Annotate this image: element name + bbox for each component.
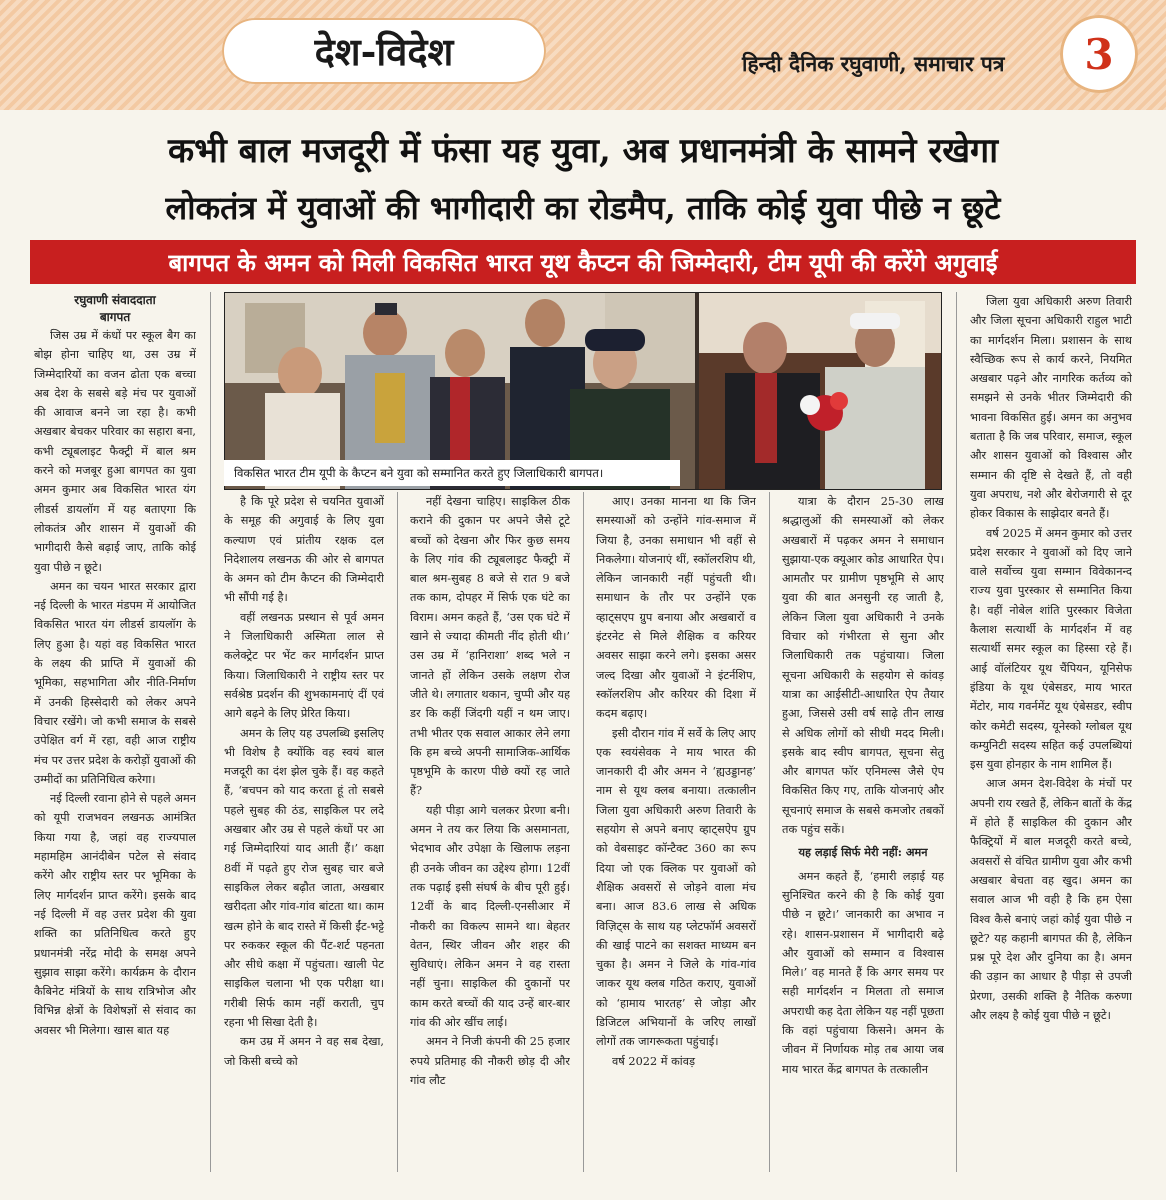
paragraph: अमन कहते हैं, ‘हमारी लड़ाई यह सुनिश्चित करने की है कि कोई युवा पीछे न छूटे।’ जानकारी का अभाव न रहे। शासन-प्रशासन में भागीदारी बढ़े और युवाओं को सम्मान व विश्वास मिले।’ वह मानते हैं कि अगर समय पर सही मार्गदर्शन न मिलता तो समाज अपराधी कह देता लेकिन यह नहीं पूछता कि वहां पहुंचाया किसने। अमन के जीवन में निर्णायक मोड़ तब आया जब माय भारत केंद्र बागपत के तत्कालीन <box>782 869 944 1076</box>
column-divider <box>210 292 211 1172</box>
column-3 <box>410 492 570 1172</box>
strap-headline: बागपत के अमन को मिली विकसित भारत यूथ कैप्टन की जिम्मेदारी, टीम यूपी की करेंगे अगुवाई <box>168 247 998 277</box>
paragraph: कम उम्र में अमन ने वह सब देखा, जो किसी बच्चे को <box>224 1035 384 1068</box>
column-divider <box>397 492 398 1172</box>
paragraph: वर्ष 2025 में अमन कुमार को उत्तर प्रदेश सरकार ने युवाओं को दिए जाने वाले सर्वोच्च युवा सम्मान विवेकानन्द राज्य युवा पुरस्कार से सम्मानित किया है। वहीं नोबेल शांति पुरस्कार विजेता कैलाश सत्यार्थी के मार्गदर्शन में वह सत्यार्थी समर स्कूल का हिस्सा रहे हैं। आई वॉलंटियर यूथ चैंपियन, यूनिसेफ इंडिया के यूथ एंबेसडर, माय भारत मेंटोर, माय गवर्नमेंट यूथ एंबेसडर, स्वीप कोर कमेटी सदस्य, यूनेस्को ग्लोबल यूथ कम्युनिटी सदस्य सहित कई उपलब्धियां इस युवा होनहार के नाम शामिल हैं। <box>970 526 1132 772</box>
column-5 <box>782 492 944 1172</box>
paragraph: नई दिल्ली रवाना होने से पहले अमन को यूपी राजभवन लखनऊ आमंत्रित किया गया है, जहां वह राज्यपाल महामहिम आनंदीबेन पटेल से संवाद करेंगे और राष्ट्रीय स्तर पर भूमिका के लिए मार्गदर्शन प्राप्त करेंगे। इसके बाद नई दिल्ली में वह उत्तर प्रदेश की युवा शक्ति का प्रतिनिधित्व करते हुए प्रधानमंत्री नरेंद्र मोदी के समक्ष अपने सुझाव साझा करेंगे। कार्यक्रम के दौरान कैबिनेट मंत्रियों के साथ रात्रिभोज और विभिन्न क्षेत्रों के विशेषज्ञों से संवाद का अवसर भी मिलेगा। खास बात यह <box>34 792 196 1037</box>
byline-reporter: रघुवाणी संवाददाता <box>74 293 156 307</box>
section-badge <box>222 18 546 84</box>
photo-caption: विकसित भारत टीम यूपी के कैप्टन बने युवा को सम्मानित करते हुए जिलाधिकारी बागपत। <box>224 460 680 486</box>
paper-name: हिन्दी दैनिक रघुवाणी, समाचार पत्र <box>742 51 1005 76</box>
paragraph: है कि पूरे प्रदेश से चयनित युवाओं के समूह की अगुवाई के लिए युवा कल्याण एवं प्रांतीय रक्षक दल निदेशालय लखनऊ की ओर से बागपत के अमन को टीम कैप्टन की जिम्मेदारी भी सौंपी गई है। <box>224 495 384 605</box>
paragraph: आज अमन देश-विदेश के मंचों पर अपनी राय रखते हैं, लेकिन बातों के केंद्र में होते हैं साइकिल की दुकान और फैक्ट्रियों में बाल मजदूरी करते बच्चे, अवसरों से वंचित ग्रामीण युवा और कभी अखबार बेचता वह खुद। अमन का सवाल आज भी वही है कि हम ऐसा विश्व कैसे बनाएं जहां कोई युवा पीछे न छूटे? यह कहानी बागपत की है, लेकिन प्रश्न पूरे देश और दुनिया का है। अमन की उड़ान का आधार है पीड़ा से उपजी प्रेरणा, उसकी शक्ति है नैतिक करुणा और लक्ष्य है कोई युवा पीछे न छूटे। <box>970 777 1132 1022</box>
paragraph: जिस उम्र में कंधों पर स्कूल बैग का बोझ होना चाहिए था, उस उम्र में जिम्मेदारियों का वजन ढोता एक बच्चा अब देश के सबसे बड़े मंच पर युवाओं की आवाज बनने जा रहा है। कभी अखबार बेचकर परिवार का सहारा बना, कभी ट्यूबलाइट फैक्ट्री में बाल श्रम करने को मजबूर हुआ बागपत का युवा अमन कुमार अब विकसित भारत यंग लीडर्स डायलॉग में यह बताएगा कि लोकतंत्र और शासन में युवाओं की भागीदारी कैसे बढ़ाई जाए, ताकि कोई युवा पीछे न छूटे। <box>34 329 196 574</box>
page-number-badge <box>1060 15 1138 93</box>
paragraph: आए। उनका मानना था कि जिन समस्याओं को उन्होंने गांव-समाज में जिया है, उनका समाधान भी वहीं से निकलेगा। योजनाएं थीं, स्कॉलरशिप थी, लेकिन जानकारी नहीं पहुंचती थी। समाधान के तौर पर उन्होंने एक व्हाट्सएप ग्रुप बनाया और अखबारों व इंटरनेट से मिले शैक्षिक व करियर अवसर साझा करने लगे। इसका असर जल्द दिखा और युवाओं ने इंटर्नशिप, स्कॉलरशिप और करियर की दिशा में कदम बढ़ाए। <box>596 495 756 721</box>
paragraph: वहीं लखनऊ प्रस्थान से पूर्व अमन ने जिलाधिकारी अस्मिता लाल से कलेक्ट्रेट पर भेंट कर मार्गदर्शन प्राप्त किया। जिलाधिकारी ने राष्ट्रीय स्तर पर सर्वश्रेष्ठ प्रदर्शन की शुभकामनाएं दीं एवं आगे बढ़ने के लिए प्रेरित किया। <box>224 610 384 721</box>
byline-place: बागपत <box>99 310 131 324</box>
masthead <box>0 0 1166 110</box>
paragraph: जिला युवा अधिकारी अरुण तिवारी और जिला सूचना अधिकारी राहुल भाटी का मार्गदर्शन मिला। प्रशासन के साथ स्वैच्छिक रूप से कार्य करने, नियमित अखबार पढ़ने और नागरिक कर्तव्य को समझने से उनके भीतर जिम्मेदारी की भावना विकसित हुई। अमन का अनुभव बताता है कि जब परिवार, समाज, स्कूल और शासन युवाओं को विश्वास और सम्मान की दृष्टि से देखते हैं, तो वही युवा अपराध, नशे और बेरोजगारी से दूर होकर विकास के साझेदार बनते हैं। <box>970 295 1132 521</box>
headline-line-2: लोकतंत्र में युवाओं की भागीदारी का रोडमैप, ताकि कोई युवा पीछे न छूटे <box>165 189 1001 227</box>
strap-headline-bar <box>30 240 1136 284</box>
paragraph: अमन ने निजी कंपनी की 25 हजार रुपये प्रतिमाह की नौकरी छोड़ दी और गांव लौट <box>410 1035 570 1087</box>
paragraph: यात्रा के दौरान 25-30 लाख श्रद्धालुओं की समस्याओं को लेकर अखबारों में पढ़कर अमन ने समाधान सुझाया-एक क्यूआर कोड आधारित ऐप। आमतौर पर ग्रामीण पृष्ठभूमि से आए युवा की बात अनसुनी रह जाती है, लेकिन जिला युवा अधिकारी ने उनके विचार को गंभीरता से सुना और जिलाधिकारी तक पहुंचाया। जिला सूचना अधिकारी के सहयोग से कांवड़ यात्रा का आईसीटी-आधारित ऐप तैयार हुआ, जिससे उसी वर्ष साढ़े तीन लाख से अधिक लोगों को सीधी मदद मिली। इसके बाद स्वीप बागपत, सूचना सेतु और बागपत फॉर एनिमल्स जैसे ऐप विकसित किए गए, ताकि योजनाएं और सूचनाएं समाज के सबसे कमजोर तबकों तक पहुंच सकें। <box>782 495 944 837</box>
paragraph: इसी दौरान गांव में सर्वे के लिए आए एक स्वयंसेवक ने माय भारत की जानकारी दी और अमन ने ‘ह्यउड्डानह’ नाम से यूथ क्लब बनाया। तत्कालीन जिला युवा अधिकारी अरुण तिवारी के सहयोग से अपने बनाए व्हाट्सऐप ग्रुप को वेबसाइट कॉन्टैक्ट 360 का रूप दिया जो एक क्लिक पर युवाओं को शैक्षिक अवसरों से जोड़ने वाला मंच बना। आज 83.6 लाख से अधिक विज़िट्स के साथ यह प्लेटफॉर्म अवसरों की खाई पाटने का सशक्त माध्यम बन चुका है। अमन ने जिले के गांव-गांव जाकर यूथ क्लब गठित कराए, युवाओं को ‘हामाय भारतह’ से जोड़ा और डिजिटल अभियानों के जरिए लाखों लोगों तक जागरूकता पहुंचाई। <box>596 726 756 1049</box>
column-2 <box>224 492 384 1172</box>
column-1 <box>34 292 196 1172</box>
page-number: 3 <box>1084 29 1114 79</box>
column-4 <box>596 492 756 1172</box>
section-title: देश-विदेश <box>314 29 454 74</box>
column-divider <box>769 492 770 1172</box>
column-6 <box>970 292 1132 1172</box>
paragraph: अमन के लिए यह उपलब्धि इसलिए भी विशेष है क्योंकि वह स्वयं बाल मजदूरी का दंश झेल चुके हैं। वह कहते हैं, ‘बचपन को याद करता हूं तो सबसे पहले सुबह की ठंड, साइकिल पर लदे अखबार और उम्र से पहले कंधों पर आ गई जिम्मेदारियां याद आती हैं।’ कक्षा 8वीं में पढ़ते हुए रोज सुबह चार बजे साइकिल लेकर बढ़ौत जाता, अखबार खरीदता और गांव-गांव बांटता था। काम खत्म होने के बाद रास्ते में किसी ईंट-भट्टे पर रुककर स्कूल की पैंट-शर्ट पहनता और सीधे कक्षा में पहुंचता। खाली पेट साइकिल चलाना भी एक परीक्षा था। गरीबी सिर्फ काम नहीं कराती, चुप रहना भी सिखा देती है। <box>224 726 384 1030</box>
subheading: यह लड़ाई सिर्फ मेरी नहीं: अमन <box>798 845 928 860</box>
column-divider <box>956 292 957 1172</box>
paragraph: यही पीड़ा आगे चलकर प्रेरणा बनी। अमन ने तय कर लिया कि असमानता, भेदभाव और उपेक्षा के खिलाफ लड़ना ही उनके जीवन का उद्देश्य होगा। 12वीं तक पढ़ाई इसी संघर्ष के बीच पूरी हुई। 12वीं के बाद दिल्ली-एनसीआर में नौकरी का विकल्प सामने था। बेहतर वेतन, स्थिर जीवन और शहर की सुविधाएं। लेकिन अमन ने वह रास्ता नहीं चुना। साइकिल की दुकानों पर काम करते बच्चों की याद उन्हें बार-बार गांव की ओर खींच लाई। <box>410 803 570 1030</box>
paragraph: अमन का चयन भारत सरकार द्वारा नई दिल्ली के भारत मंडपम में आयोजित विकसित भारत यंग लीडर्स डायलॉग के लिए हुआ है। यहां वह विकसित भारत के लक्ष्य की प्राप्ति में युवाओं की भूमिका, सहभागिता और नीति-निर्माण में उनकी हिस्सेदारी को लेकर अपने विचार रखेंगे। जो कभी समाज के सबसे उपेक्षित वर्ग में रहा, वही आज राष्ट्रीय मंच पर उत्तर प्रदेश के करोड़ों युवाओं की उम्मीदों का प्रतिनिधित्व करेगा। <box>34 579 196 786</box>
column-divider <box>583 492 584 1172</box>
paragraph: नहीं देखना चाहिए। साइकिल ठीक कराने की दुकान पर अपने जैसे टूटे बच्चों को देखना और फिर कुछ समय के लिए गांव की ट्यूबलाइट फैक्ट्री में बाल श्रम-सुबह 8 बजे से रात 9 बजे तक काम, दोपहर में सिर्फ एक घंटे का विराम। अमन कहते हैं, ‘उस एक घंटे में खाने से ज्यादा कीमती नींद होती थी।’ उस उम्र में ‘हानिराशा’ शब्द भले न जानते हों लेकिन उसके लक्षण रोज जीते थे। लगातार थकान, चुप्पी और यह डर कि कहीं जिंदगी यहीं न थम जाए। तभी भीतर एक सवाल आकार लेने लगा कि हम बच्चे अपनी सामाजिक-आर्थिक पृष्ठभूमि के कारण पीछे क्यों रह जाते हैं? <box>410 495 570 798</box>
headline-line-1: कभी बाल मजदूरी में फंसा यह युवा, अब प्रधानमंत्री के सामने रखेगा <box>168 131 998 171</box>
paragraph: वर्ष 2022 में कांवड़ <box>612 1054 696 1068</box>
